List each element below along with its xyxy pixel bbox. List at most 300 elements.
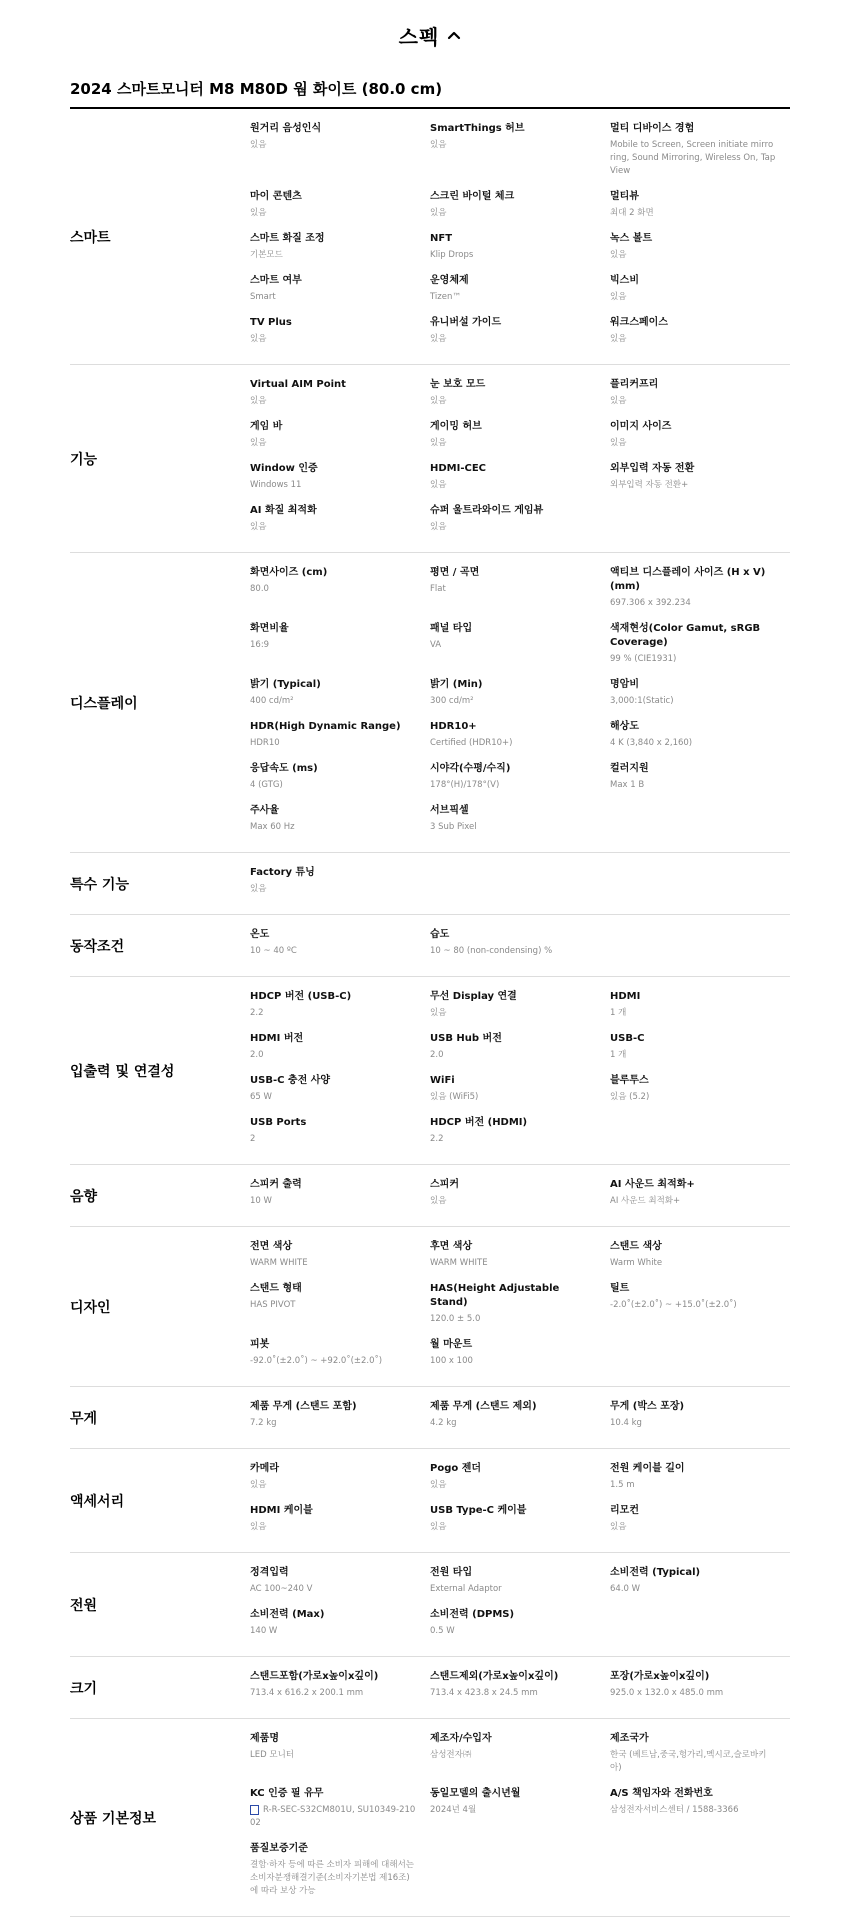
spec-item: [430, 378, 610, 420]
spec-grid: [250, 553, 790, 852]
spec-item: [250, 804, 430, 846]
spec-item: [430, 1074, 610, 1116]
spec-label: WiFi: [430, 1075, 455, 1086]
spec-item: [250, 990, 430, 1032]
spec-item: [430, 462, 610, 504]
spec-item: [430, 928, 610, 970]
spec-section: [70, 1387, 790, 1449]
spec-item: [250, 1240, 430, 1282]
spec-toggle[interactable]: [399, 21, 462, 50]
spec-value: Tizen™: [430, 292, 461, 302]
spec-section: [70, 977, 790, 1165]
spec-item: [430, 1462, 610, 1504]
spec-label: 게이밍 허브: [430, 421, 482, 432]
spec-item: [430, 804, 610, 846]
spec-label: 제조국가: [610, 1733, 649, 1744]
spec-item: [610, 720, 790, 762]
spec-label: 유니버설 가이드: [430, 317, 502, 328]
spec-item: [430, 622, 610, 678]
spec-value: 있음: [430, 480, 447, 490]
spec-value: Klip Drops: [430, 250, 474, 260]
spec-label: 밝기 (Min): [430, 679, 483, 690]
spec-value: 있음: [610, 292, 627, 302]
spec-item: [430, 420, 610, 462]
spec-label: 제조자/수입자: [430, 1733, 492, 1744]
spec-item: [430, 1282, 610, 1338]
spec-grid: [250, 915, 790, 976]
spec-value: 100 x 100: [430, 1356, 473, 1366]
spec-value: 있음: [250, 1480, 267, 1490]
spec-label: Window 인증: [250, 463, 318, 474]
spec-label: 워크스페이스: [610, 317, 668, 328]
spec-value: 있음: [430, 1196, 447, 1206]
spec-item: [610, 1240, 790, 1282]
spec-grid: [250, 1553, 790, 1656]
spec-item: [610, 1732, 790, 1787]
spec-value: 2.2: [430, 1134, 444, 1144]
spec-value: Max 1 B: [610, 780, 645, 790]
spec-value: 있음 (5.2): [610, 1092, 650, 1102]
spec-grid: [250, 109, 790, 364]
spec-label: 스탠드제외(가로x높이x깊이): [430, 1671, 559, 1682]
spec-value: 있음: [430, 438, 447, 448]
spec-section: [70, 1227, 790, 1387]
spec-label: 패널 타입: [430, 623, 473, 634]
spec-item: [430, 990, 610, 1032]
spec-value: 80.0: [250, 584, 269, 594]
spec-label: 품질보증기준: [250, 1843, 308, 1854]
spec-label: 플리커프리: [610, 379, 659, 390]
spec-value: WARM WHITE: [430, 1258, 488, 1268]
spec-label: 스크린 바이털 체크: [430, 191, 515, 202]
spec-label: 리모컨: [610, 1505, 639, 1516]
spec-value: 178°(H)/178°(V): [430, 780, 500, 790]
spec-value: 7.2 kg: [250, 1418, 277, 1428]
spec-item: [430, 1400, 610, 1442]
spec-item: [430, 1178, 610, 1220]
spec-item: [610, 678, 790, 720]
spec-label: 이미지 사이즈: [610, 421, 672, 432]
spec-item: [610, 1074, 790, 1116]
spec-label: 정격입력: [250, 1567, 289, 1578]
spec-grid: [250, 853, 790, 914]
spec-value: 2024년 4월: [430, 1805, 477, 1815]
spec-label: 색재현성(Color Gamut, sRGB Coverage): [610, 623, 761, 648]
spec-value: 4.2 kg: [430, 1418, 457, 1428]
spec-section: [70, 1719, 790, 1917]
spec-label: 소비전력 (Typical): [610, 1567, 701, 1578]
spec-item: [610, 1400, 790, 1442]
spec-value: 3,000:1(Static): [610, 696, 674, 706]
spec-value: 있음: [250, 334, 267, 344]
spec-label: SmartThings 허브: [430, 123, 525, 134]
spec-label: 화면사이즈 (cm): [250, 567, 328, 578]
spec-label: 무선 Display 연결: [430, 991, 517, 1002]
spec-item: [250, 1178, 430, 1220]
spec-label: 스탠드 형태: [250, 1283, 302, 1294]
spec-label: 빅스비: [610, 275, 639, 286]
spec-value: 10.4 kg: [610, 1418, 642, 1428]
spec-sections: [70, 109, 790, 1917]
spec-label: 외부입력 자동 전환: [610, 463, 695, 474]
spec-value: Warm White: [610, 1258, 663, 1268]
spec-value: 400 cd/m²: [250, 696, 294, 706]
spec-label: A/S 책임자와 전화번호: [610, 1788, 713, 1799]
spec-label: 멀티뷰: [610, 191, 639, 202]
spec-item: [250, 566, 430, 622]
spec-value: 있음: [250, 208, 267, 218]
spec-grid: [250, 1165, 790, 1226]
spec-value: 4 K (3,840 x 2,160): [610, 738, 693, 748]
section-category: 액세서리: [70, 1493, 125, 1510]
spec-value: 2.0: [250, 1050, 264, 1060]
spec-value: -2.0˚(±2.0˚) ~ +15.0˚(±2.0˚): [610, 1300, 737, 1310]
spec-value: 16:9: [250, 640, 270, 650]
spec-value: WARM WHITE: [250, 1258, 308, 1268]
product-title: 2024 스마트모니터 M8 M80D 웜 화이트 (80.0 cm): [70, 78, 790, 109]
spec-label: Virtual AIM Point: [250, 379, 346, 390]
spec-item: [430, 1240, 610, 1282]
spec-item: [430, 1338, 610, 1380]
section-category: 크기: [70, 1680, 98, 1697]
spec-item: [250, 1338, 430, 1380]
spec-value: Mobile to Screen, Screen initiate mirroring, Sound Mirroring, Wireless On, Tap View: [610, 140, 776, 176]
spec-value: HAS PIVOT: [250, 1300, 296, 1310]
spec-label: 소비전력 (Max): [250, 1609, 325, 1620]
spec-label: 응답속도 (ms): [250, 763, 318, 774]
spec-label: 블루투스: [610, 1075, 649, 1086]
spec-value: 4 (GTG): [250, 780, 283, 790]
spec-section: [70, 1657, 790, 1719]
spec-value: 외부입력 자동 전환+: [610, 480, 689, 490]
spec-item: [250, 274, 430, 316]
spec-value: LED 모니터: [250, 1750, 294, 1760]
spec-value: 120.0 ± 5.0: [430, 1314, 481, 1324]
spec-value: 있음: [250, 438, 267, 448]
spec-value: 있음: [430, 1522, 447, 1532]
spec-label: USB Ports: [250, 1117, 307, 1128]
spec-value: 10 W: [250, 1196, 272, 1206]
spec-label: 해상도: [610, 721, 639, 732]
spec-value: 있음: [250, 396, 267, 406]
spec-value: 있음: [250, 522, 267, 532]
spec-grid: [250, 365, 790, 552]
spec-label: 스마트 화질 조정: [250, 233, 325, 244]
spec-item: [250, 1400, 430, 1442]
spec-value: 있음: [610, 250, 627, 260]
spec-item: [610, 1670, 790, 1712]
spec-item: [250, 504, 430, 546]
spec-item: [250, 622, 430, 678]
section-category: 디자인: [70, 1299, 111, 1316]
spec-label: 제품명: [250, 1733, 279, 1744]
spec-item: [610, 378, 790, 420]
spec-label: USB-C 충전 사양: [250, 1075, 331, 1086]
spec-item: [250, 928, 430, 970]
spec-label: AI 화질 최적화: [250, 505, 317, 516]
spec-label: 슈퍼 울트라와이드 게임뷰: [430, 505, 544, 516]
spec-section: [70, 553, 790, 853]
spec-label: 운영체제: [430, 275, 469, 286]
spec-value: 최대 2 화면: [610, 208, 654, 218]
spec-value: 65 W: [250, 1092, 272, 1102]
spec-item: [250, 762, 430, 804]
spec-label: 습도: [430, 929, 450, 940]
spec-item: [430, 1566, 610, 1608]
spec-value: [250, 1804, 416, 1830]
spec-label: HDMI-CEC: [430, 463, 487, 474]
spec-value: 있음: [610, 438, 627, 448]
section-category: 음향: [70, 1188, 98, 1205]
spec-value: 2: [250, 1134, 256, 1144]
section-category: 전원: [70, 1597, 98, 1614]
spec-label: 액티브 디스플레이 사이즈 (H x V) (mm): [610, 567, 766, 592]
spec-label: 제품 무게 (스탠드 포함): [250, 1401, 357, 1412]
spec-section: [70, 853, 790, 915]
spec-title: 스펙: [398, 24, 440, 49]
spec-item: [250, 316, 430, 358]
spec-value: 있음: [430, 522, 447, 532]
spec-value: 있음: [430, 208, 447, 218]
spec-item: [430, 122, 610, 190]
kc-certification-icon: [250, 1805, 259, 1815]
spec-item: [430, 1504, 610, 1546]
spec-label: HDR10+: [430, 721, 477, 732]
section-category: 디스플레이: [70, 695, 138, 712]
spec-item: [610, 990, 790, 1032]
spec-label: 스피커 출력: [250, 1179, 302, 1190]
spec-label: 밝기 (Typical): [250, 679, 321, 690]
spec-header[interactable]: [0, 0, 860, 70]
spec-label: 피봇: [250, 1339, 270, 1350]
spec-grid: [250, 977, 790, 1164]
spec-label: TV Plus: [250, 317, 292, 328]
spec-label: 온도: [250, 929, 270, 940]
spec-label: NFT: [430, 233, 453, 244]
spec-item: [250, 1282, 430, 1338]
spec-label: 동일모델의 출시년월: [430, 1788, 521, 1799]
spec-section: [70, 1165, 790, 1227]
spec-label: 전원 타입: [430, 1567, 473, 1578]
spec-value: 있음: [250, 1522, 267, 1532]
spec-value: 결함·하자 등에 따른 소비자 피해에 대해서는 소비자분쟁해결기준(소비자기본법 제16조)에 따라 보상 가능: [250, 1860, 415, 1896]
spec-item: [250, 866, 430, 908]
spec-value: 있음: [610, 396, 627, 406]
spec-item: [610, 566, 790, 622]
spec-value: 있음: [430, 396, 447, 406]
spec-item: [430, 316, 610, 358]
spec-grid: [250, 1387, 790, 1448]
spec-value: 10 ~ 80 (non-condensing) %: [430, 946, 553, 956]
spec-value: 있음: [610, 1522, 627, 1532]
spec-item: [430, 274, 610, 316]
spec-value: 2.2: [250, 1008, 264, 1018]
spec-label: USB Hub 버전: [430, 1033, 502, 1044]
spec-item: [430, 678, 610, 720]
spec-value: 있음 (WiFi5): [430, 1092, 479, 1102]
spec-label: 화면비율: [250, 623, 289, 634]
section-category: 동작조건: [70, 938, 125, 955]
spec-label: Factory 튜닝: [250, 867, 315, 878]
spec-item: [430, 1732, 610, 1787]
spec-value: 2.0: [430, 1050, 444, 1060]
chevron-up-icon: [447, 30, 461, 40]
section-category: 상품 기본정보: [70, 1810, 157, 1827]
spec-value: 1 개: [610, 1050, 627, 1060]
spec-item: [250, 1032, 430, 1074]
spec-value: 697.306 x 392.234: [610, 598, 691, 608]
spec-value: 있음: [250, 140, 267, 150]
spec-item: [250, 462, 430, 504]
spec-item: [250, 678, 430, 720]
spec-item: [430, 762, 610, 804]
spec-label: HAS(Height Adjustable Stand): [430, 1283, 560, 1308]
spec-label: 시야각(수평/수직): [430, 763, 511, 774]
spec-item: [430, 504, 610, 546]
spec-item: [250, 122, 430, 190]
spec-value: Windows 11: [250, 480, 302, 490]
spec-value: 10 ~ 40 ºC: [250, 946, 297, 956]
spec-label: 틸트: [610, 1283, 630, 1294]
spec-item: [610, 1504, 790, 1546]
spec-label: HDMI: [610, 991, 641, 1002]
spec-item: [250, 420, 430, 462]
spec-item: [610, 1566, 790, 1608]
spec-item: [430, 1116, 610, 1158]
spec-value: 300 cd/m²: [430, 696, 474, 706]
spec-item: [250, 1670, 430, 1712]
spec-value: 있음: [430, 334, 447, 344]
spec-label: 멀티 디바이스 경험: [610, 123, 695, 134]
spec-item: [610, 122, 790, 190]
spec-value: Max 60 Hz: [250, 822, 295, 832]
spec-value: External Adaptor: [430, 1584, 502, 1594]
spec-value: -92.0˚(±2.0˚) ~ +92.0˚(±2.0˚): [250, 1356, 383, 1366]
spec-value: 있음: [430, 1008, 447, 1018]
spec-label: 녹스 볼트: [610, 233, 653, 244]
spec-label: 제품 무게 (스탠드 제외): [430, 1401, 537, 1412]
spec-value: 0.5 W: [430, 1626, 455, 1636]
section-category: 무게: [70, 1410, 98, 1427]
spec-label: 전원 케이블 길이: [610, 1463, 685, 1474]
spec-value: AI 사운드 최적화+: [610, 1196, 681, 1206]
spec-item: [610, 1787, 790, 1842]
spec-item: [610, 1462, 790, 1504]
spec-item: [430, 190, 610, 232]
spec-label: 스마트 여부: [250, 275, 302, 286]
spec-section: [70, 915, 790, 977]
spec-label: 월 마운트: [430, 1339, 473, 1350]
spec-value: 있음: [250, 884, 267, 894]
spec-item: [250, 1842, 430, 1910]
spec-label: 무게 (박스 포장): [610, 1401, 685, 1412]
spec-value: 한국 (베트남,중국,헝가리,멕시코,슬로바키아): [610, 1750, 767, 1773]
spec-label: 게임 바: [250, 421, 283, 432]
spec-label: HDMI 케이블: [250, 1505, 313, 1516]
spec-label: 소비전력 (DPMS): [430, 1609, 515, 1620]
spec-label: USB-C: [610, 1033, 645, 1044]
spec-label: 스피커: [430, 1179, 459, 1190]
spec-label: 스탠드 색상: [610, 1241, 662, 1252]
spec-item: [610, 1282, 790, 1338]
spec-item: [430, 1608, 610, 1650]
spec-item: [250, 1787, 430, 1842]
spec-item: [430, 566, 610, 622]
spec-item: [250, 1732, 430, 1787]
spec-item: [610, 762, 790, 804]
spec-value: 925.0 x 132.0 x 485.0 mm: [610, 1688, 724, 1698]
spec-label: 주사율: [250, 805, 279, 816]
spec-value: 99 % (CIE1931): [610, 654, 677, 664]
spec-label: USB Type-C 케이블: [430, 1505, 527, 1516]
spec-item: [250, 1074, 430, 1116]
spec-label: KC 인증 필 유무: [250, 1788, 324, 1799]
spec-grid: [250, 1227, 790, 1386]
spec-value: Certified (HDR10+): [430, 738, 513, 748]
spec-label: 마이 콘텐츠: [250, 191, 302, 202]
spec-value: 1.5 m: [610, 1480, 635, 1490]
spec-item: [610, 190, 790, 232]
spec-item: [610, 420, 790, 462]
spec-label: HDCP 버전 (USB-C): [250, 991, 352, 1002]
spec-item: [250, 1504, 430, 1546]
spec-item: [430, 232, 610, 274]
spec-grid: [250, 1657, 790, 1718]
spec-item: [250, 378, 430, 420]
spec-item: [610, 462, 790, 504]
spec-label: 카메라: [250, 1463, 279, 1474]
spec-value: HDR10: [250, 738, 280, 748]
spec-value: 삼성전자서비스센터 / 1588-3366: [610, 1805, 739, 1815]
spec-value: 삼성전자㈜: [430, 1750, 472, 1760]
spec-label: 후면 색상: [430, 1241, 473, 1252]
spec-value: 3 Sub Pixel: [430, 822, 477, 832]
spec-value: 기본모드: [250, 250, 283, 260]
spec-value: 있음: [610, 334, 627, 344]
spec-item: [430, 1787, 610, 1842]
spec-item: [250, 1608, 430, 1650]
spec-label: 평면 / 곡면: [430, 567, 480, 578]
spec-item: [250, 1116, 430, 1158]
spec-label: 전면 색상: [250, 1241, 293, 1252]
spec-item: [250, 1566, 430, 1608]
spec-value: 있음: [430, 140, 447, 150]
spec-value: VA: [430, 640, 442, 650]
spec-item: [250, 232, 430, 274]
spec-grid: [250, 1719, 790, 1916]
spec-item: [250, 720, 430, 762]
spec-label: 명암비: [610, 679, 639, 690]
spec-label: 서브픽셀: [430, 805, 469, 816]
section-category: 입출력 및 연결성: [70, 1063, 175, 1080]
spec-item: [610, 1178, 790, 1220]
section-category: 스마트: [70, 229, 111, 246]
kc-value-text: R-R-SEC-S32CM801U, SU10349-21002: [250, 1805, 416, 1828]
spec-value: Flat: [430, 584, 446, 594]
spec-section: [70, 1553, 790, 1657]
spec-grid: [250, 1449, 790, 1552]
spec-section: [70, 365, 790, 553]
spec-value: Smart: [250, 292, 276, 302]
spec-item: [610, 232, 790, 274]
spec-item: [610, 622, 790, 678]
spec-label: Pogo 젠더: [430, 1463, 482, 1474]
spec-label: 포장(가로x높이x깊이): [610, 1671, 710, 1682]
spec-item: [430, 720, 610, 762]
spec-value: 있음: [430, 1480, 447, 1490]
section-category: 특수 기능: [70, 876, 129, 893]
spec-item: [610, 1032, 790, 1074]
